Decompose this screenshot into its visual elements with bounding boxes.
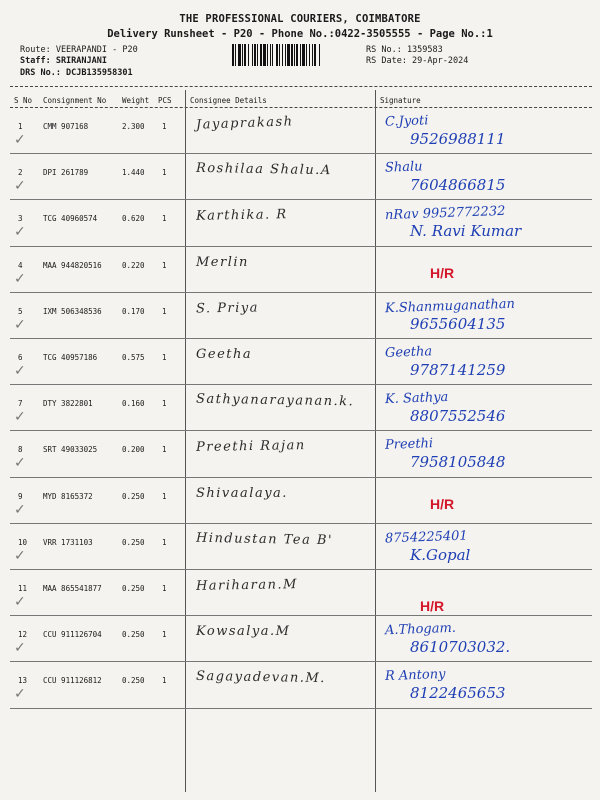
route-label: Route: VEERAPANDI - P20 [20,45,138,55]
row-consignment-no: CCU 911126812 [43,676,102,686]
row-weight: 0.160 [122,399,145,409]
row-consignment-no: CCU 911126704 [43,630,102,640]
table-row [0,478,600,524]
row-consignment-no: TCG 40957186 [43,353,98,362]
rs-date: RS Date: 29-Apr-2024 [366,56,469,66]
rs-number: RS No.: 1359583 [366,45,443,55]
row-pcs: 1 [162,445,167,455]
checkmark-icon: ✓ [14,132,26,148]
signature-line-1: K.Shanmuganathan [384,296,516,317]
checkmark-icon: ✓ [14,409,26,426]
drs-number: DRS No.: DCJB135958301 [20,68,133,78]
row-weight: 0.575 [122,353,145,362]
row-consignment-no: CMM 907168 [43,122,89,131]
table-row [0,616,600,662]
row-sno: 6 [18,353,23,362]
row-weight: 0.250 [122,537,145,547]
row-consignment-no: MAA 944820516 [43,260,102,270]
row-divider [10,708,592,709]
col-pcs: PCS [158,96,172,105]
row-sno: 13 [18,676,28,686]
consignee-name: Sagayadevan.M. [195,669,327,687]
checkmark-icon: ✓ [14,686,26,703]
barcode-icon [232,44,358,66]
signature-line-2: 9526988111 [410,130,506,148]
table-row [0,339,600,385]
row-consignment-no: VRR 1731103 [43,537,93,547]
row-weight: 0.250 [122,676,145,686]
signature-line-2: 8807552546 [410,407,506,426]
held-returned-mark: H/R [420,598,445,614]
signature-line-1: Shalu [384,159,423,176]
row-weight: 0.220 [122,260,145,270]
checkmark-icon: ✓ [14,594,26,610]
checkmark-icon: ✓ [14,178,26,195]
consignee-name: Merlin [196,254,249,270]
header-divider [10,86,592,87]
signature-line-2: 7958105848 [410,453,506,472]
checkmark-icon: ✓ [14,270,26,287]
row-pcs: 1 [162,584,167,593]
row-sno: 8 [18,445,23,455]
row-sno: 5 [18,306,23,316]
row-pcs: 1 [162,353,167,362]
signature-line-2: K.Gopal [410,545,471,564]
col-signature: Signature [380,96,421,105]
consignee-name: Preethi Rajan [195,438,306,456]
consignee-name: Hariharan.M [195,577,298,594]
row-sno: 12 [18,630,28,640]
signature-line-1: Preethi [384,436,434,454]
consignee-name: S. Priya [195,300,260,317]
consignee-name: Hindustan Tea B' [195,530,334,548]
row-sno: 11 [18,584,28,593]
signature-line-2: N. Ravi Kumar [410,222,522,241]
held-returned-mark: H/R [430,495,455,512]
row-consignment-no: TCG 40960574 [43,214,98,224]
row-pcs: 1 [162,676,167,686]
row-weight: 2.300 [122,122,145,131]
col-sno: S No [14,96,33,105]
consignee-name: Jayaprakash [195,114,294,133]
row-sno: 4 [18,260,23,270]
row-sno: 1 [18,122,23,131]
row-sno: 3 [18,214,23,224]
signature-line-2: 9787141259 [410,361,506,379]
table-row [0,108,600,154]
checkmark-icon: ✓ [14,455,26,472]
table-row [0,385,600,431]
consignee-name: Sathyanarayanan.k. [195,391,355,410]
checkmark-icon: ✓ [14,501,26,518]
staff-label: Staff: SRIRANJANI [20,56,107,66]
signature-line-1: nRav 9952772232 [384,204,506,224]
row-weight: 0.250 [122,491,145,501]
signature-line-2: 7604866815 [410,176,506,195]
table-row [0,200,600,246]
row-pcs: 1 [162,399,167,409]
held-returned-mark: H/R [430,264,455,281]
table-row [0,293,600,339]
row-weight: 1.440 [122,168,145,178]
row-consignment-no: IXM 506348536 [43,306,102,316]
table-row [0,570,600,616]
row-weight: 0.620 [122,214,145,224]
signature-line-1: C.Jyoti [384,113,429,130]
table-row [0,662,600,708]
signature-line-1: 8754225401 [384,528,468,547]
row-sno: 7 [18,399,23,409]
row-pcs: 1 [162,306,167,316]
signature-line-1: K. Sathya [384,390,449,408]
checkmark-icon: ✓ [14,363,26,379]
consignee-name: Geetha [196,347,253,362]
col-weight: Weight [122,96,150,105]
row-pcs: 1 [162,491,167,501]
company-title: THE PROFESSIONAL COURIERS, COIMBATORE [179,13,421,25]
signature-line-2: 9655604135 [410,314,506,333]
col-consignment: Consignment No [43,96,107,105]
row-sno: 2 [18,168,23,178]
signature-line-1: A.Thogam. [384,620,457,639]
row-consignment-no: MAA 865541877 [43,584,102,593]
table-row [0,154,600,200]
table-row [0,524,600,570]
signature-line-1: Geetha [384,344,433,361]
signature-line-2: 8122465653 [410,684,506,703]
row-pcs: 1 [162,168,167,178]
row-weight: 0.170 [122,306,145,316]
row-consignment-no: SRT 49033025 [43,445,98,455]
table-row [0,431,600,477]
checkmark-icon: ✓ [14,316,26,333]
row-consignment-no: DTY 3822801 [43,399,93,409]
row-pcs: 1 [162,537,167,547]
col-consignee: Consignee Details [190,96,267,105]
row-consignment-no: MYD 8165372 [43,491,93,501]
row-consignment-no: DPI 261789 [43,168,89,178]
table-row [0,247,600,293]
consignee-name: Kowsalya.M [196,624,291,640]
row-pcs: 1 [162,260,167,270]
row-weight: 0.250 [122,584,145,593]
row-pcs: 1 [162,122,167,131]
row-pcs: 1 [162,214,167,224]
checkmark-icon: ✓ [14,547,26,564]
consignee-name: Karthika. R [195,207,288,225]
consignee-name: Roshilaa Shalu.A [195,161,332,179]
signature-line-1: R Antony [384,667,446,685]
row-weight: 0.200 [122,445,145,455]
row-pcs: 1 [162,630,167,640]
checkmark-icon: ✓ [14,224,26,241]
consignee-name: Shivaalaya. [196,485,288,501]
signature-line-2: 8610703032. [410,638,511,657]
runsheet-subtitle: Delivery Runsheet - P20 - Phone No.:0422-3505555 - Page No.:1 [107,28,493,40]
row-sno: 10 [18,537,28,547]
row-weight: 0.250 [122,630,145,640]
checkmark-icon: ✓ [14,640,26,657]
row-sno: 9 [18,491,23,501]
